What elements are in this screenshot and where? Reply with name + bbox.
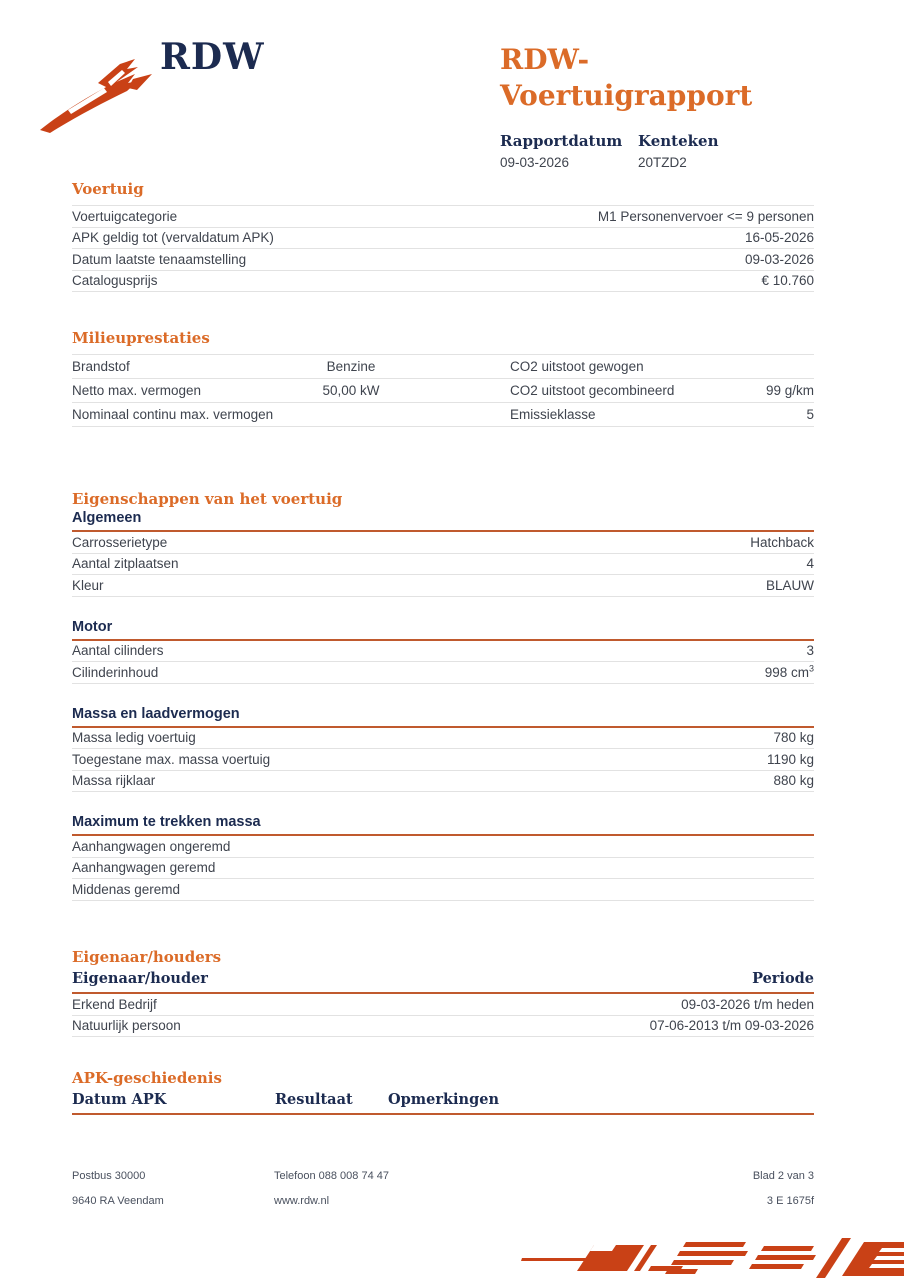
license-plate-label: Kenteken [638, 132, 719, 150]
table-row [72, 228, 814, 250]
table-row [72, 355, 814, 379]
table-row [72, 1016, 814, 1038]
field-value: 50,00 kW [322, 383, 380, 398]
table-row [72, 271, 814, 293]
table-row [72, 771, 814, 793]
column-header-owner: Eigenaar/houder [72, 970, 208, 987]
field-value: 1190 kg [766, 751, 814, 767]
subsection-title-algemeen: Algemeen [72, 510, 814, 532]
field-label: Massa ledig voertuig [72, 730, 196, 746]
table-row [72, 879, 814, 901]
apk-table-header [72, 1091, 814, 1115]
field-label: Nominaal continu max. vermogen [72, 407, 274, 422]
massa-rows [72, 728, 814, 793]
field-value: 07-06-2013 t/m 09-03-2026 [649, 1018, 814, 1034]
field-label: Catalogusprijs [72, 273, 158, 289]
rdw-wing-icon [38, 52, 156, 140]
subsection-trekken [72, 814, 814, 901]
section-apk [72, 1069, 814, 1115]
subsection-algemeen [72, 510, 814, 597]
section-title-apk: APK-geschiedenis [72, 1069, 222, 1087]
field-value: BLAUW [765, 577, 814, 593]
field-label: Cilinderinhoud [72, 664, 159, 680]
report-meta [500, 132, 820, 170]
footer-phone: Telefoon 088 008 74 47 [274, 1170, 389, 1182]
table-row [72, 858, 814, 880]
page-footer [72, 1170, 814, 1207]
field-value: 09-03-2026 t/m heden [681, 996, 814, 1012]
column-header-datum-apk: Datum APK [72, 1091, 167, 1108]
subsection-title-trekken: Maximum te trekken massa [72, 814, 814, 836]
table-row [72, 662, 814, 684]
subsection-massa [72, 706, 814, 793]
field-label: CO2 uitstoot gecombineerd [510, 383, 675, 398]
field-label: Datum laatste tenaamstelling [72, 251, 247, 267]
field-label: Massa rijklaar [72, 773, 156, 789]
page-title: RDW-Voertuigrapport [500, 43, 753, 112]
column-header-opmerkingen: Opmerkingen [388, 1091, 499, 1108]
column-header-resultaat: Resultaat [275, 1091, 353, 1108]
table-row [72, 641, 814, 663]
field-label: CO2 uitstoot gewogen [510, 359, 644, 374]
field-label: APK geldig tot (vervaldatum APK) [72, 230, 274, 246]
speed-stripes-icon [520, 1236, 904, 1280]
report-date-block [500, 132, 638, 170]
field-value: € 10.760 [761, 273, 814, 289]
license-plate-block [638, 132, 718, 170]
section-milieuprestaties [72, 329, 814, 427]
table-row [72, 575, 814, 597]
milieu-rows [72, 354, 814, 427]
voertuig-rows [72, 205, 814, 292]
table-row [72, 249, 814, 271]
eigenaar-table-header [72, 970, 814, 994]
table-row [72, 749, 814, 771]
section-title-eigenschappen: Eigenschappen van het voertuig [72, 490, 343, 508]
footer-doc-code: 3 E 1675f [766, 1195, 814, 1207]
field-label: Emissieklasse [510, 407, 596, 422]
field-value: 780 kg [773, 730, 814, 746]
report-header [500, 42, 820, 170]
field-value: 99 g/km [765, 383, 814, 398]
section-title-milieuprestaties: Milieuprestaties [72, 329, 210, 347]
section-eigenaar [72, 948, 814, 1037]
table-row [72, 403, 814, 427]
field-label: Netto max. vermogen [72, 383, 202, 398]
subsection-title-massa: Massa en laadvermogen [72, 706, 814, 728]
trekken-rows [72, 836, 814, 901]
subsection-motor [72, 619, 814, 684]
field-label: Brandstof [72, 359, 130, 374]
footer-page-number: Blad 2 van 3 [752, 1170, 814, 1182]
field-value: 4 [806, 556, 814, 572]
column-header-period: Periode [752, 970, 814, 987]
table-row [72, 206, 814, 228]
report-date-value: 09-03-2026 [500, 155, 570, 170]
section-title-voertuig: Voertuig [72, 180, 144, 198]
eigenaar-rows [72, 994, 814, 1037]
field-value: 998 $cm^3$ [764, 663, 814, 680]
algemeen-rows [72, 532, 814, 597]
table-row [72, 728, 814, 750]
rdw-logo-text: RDW [160, 36, 265, 78]
report-date-label: Rapportdatum [500, 132, 623, 150]
rdw-logo [38, 30, 298, 140]
field-value: 880 kg [773, 773, 814, 789]
field-label: Aantal cilinders [72, 643, 164, 659]
footer-postbus: Postbus 30000 [72, 1170, 146, 1182]
license-plate-value: 20TZD2 [638, 155, 687, 170]
superscript: 3 [808, 663, 814, 674]
field-label: Aanhangwagen ongeremd [72, 838, 231, 854]
field-label: Natuurlijk persoon [72, 1018, 181, 1034]
field-value: 16-05-2026 [744, 230, 814, 246]
table-row [72, 836, 814, 858]
motor-rows [72, 641, 814, 684]
table-row [72, 554, 814, 576]
field-label: Carrosserietype [72, 534, 168, 550]
field-label: Aantal zitplaatsen [72, 556, 179, 572]
field-label: Middenas geremd [72, 881, 181, 897]
footer-city: 9640 RA Veendam [72, 1195, 164, 1207]
field-label: Aanhangwagen geremd [72, 860, 216, 876]
field-label: Toegestane max. massa voertuig [72, 751, 271, 767]
section-title-eigenaar: Eigenaar/houders [72, 948, 222, 966]
section-voertuig [72, 180, 814, 292]
field-label: Kleur [72, 577, 104, 593]
field-value: Benzine [326, 359, 376, 374]
field-value: 09-03-2026 [744, 251, 814, 267]
subsection-title-motor: Motor [72, 619, 814, 641]
field-value: M1 Personenvervoer <= 9 personen [597, 208, 814, 224]
field-label: Voertuigcategorie [72, 208, 178, 224]
table-row [72, 379, 814, 403]
field-value: 5 [806, 407, 814, 422]
table-row [72, 994, 814, 1016]
table-row [72, 532, 814, 554]
field-value: Hatchback [750, 534, 814, 550]
field-value: 3 [806, 643, 814, 659]
footer-website: www.rdw.nl [274, 1195, 330, 1207]
section-eigenschappen [72, 490, 814, 901]
field-label: Erkend Bedrijf [72, 996, 157, 1012]
